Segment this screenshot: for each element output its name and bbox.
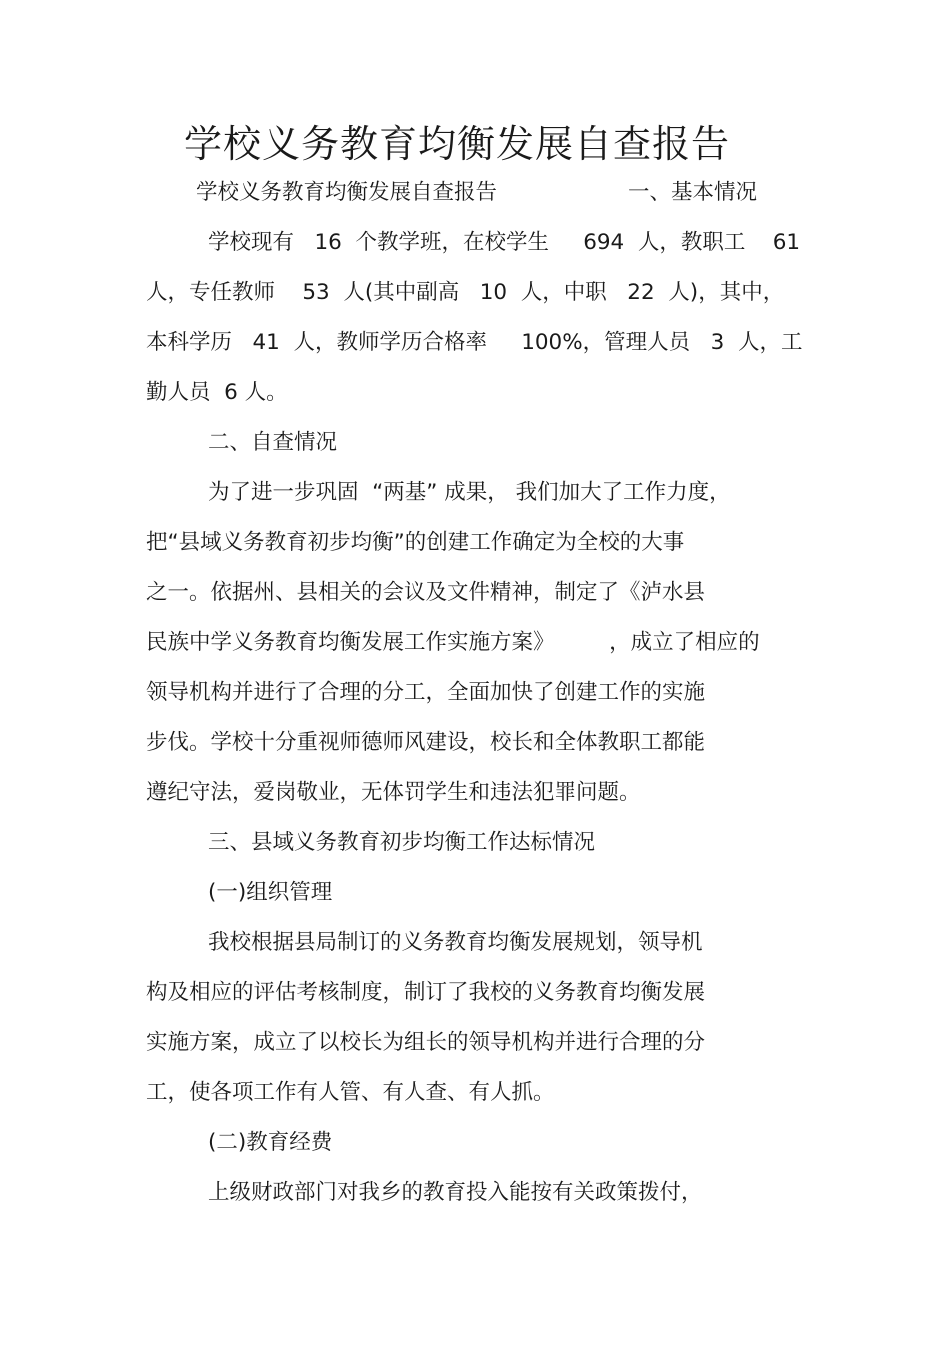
paragraph-line: 领导机构并进行了合理的分工，全面加快了创建工作的实施: [146, 680, 706, 705]
section-heading-basic: 一、基本情况: [628, 180, 758, 205]
paragraph-line: 为了进一步巩固 “两基” 成果， 我们加大了工作力度，: [208, 480, 731, 505]
paragraph-line: 勤人员 6 人。: [146, 380, 288, 405]
paragraph-line: 学校现有 16 个教学班，在校学生 694 人，教职工 61: [208, 230, 801, 255]
subtitle-line: 学校义务教育均衡发展自查报告: [196, 180, 498, 205]
paragraph-line: 我校根据县局制订的义务教育均衡发展规划，领导机: [208, 930, 703, 955]
paragraph-line: 人，专任教师 53 人(其中副高 10 人，中职 22 人)，其中，: [146, 280, 785, 305]
paragraph-line: 工，使各项工作有人管、有人查、有人抓。: [146, 1080, 555, 1105]
paragraph-line: 之一。依据州、县相关的会议及文件精神，制定了《泸水县: [146, 580, 706, 605]
section-heading-self-check: 二、自查情况: [208, 430, 338, 455]
paragraph-line: 实施方案，成立了以校长为组长的领导机构并进行合理的分: [146, 1030, 706, 1055]
paragraph-line: 构及相应的评估考核制度，制订了我校的义务教育均衡发展: [146, 980, 706, 1005]
subsection-heading-funding: (二)教育经费: [208, 1130, 333, 1155]
subsection-heading-management: (一)组织管理: [208, 880, 333, 905]
paragraph-line: 本科学历 41 人，教师学历合格率 100%，管理人员 3 人，工: [146, 330, 803, 355]
paragraph-line: 步伐。学校十分重视师德师风建设，校长和全体教职工都能: [146, 730, 706, 755]
paragraph-line: 上级财政部门对我乡的教育投入能按有关政策拨付，: [208, 1180, 703, 1205]
paragraph-line: 民族中学义务教育均衡发展工作实施方案》 ，成立了相应的: [146, 630, 760, 655]
paragraph-line: 把“县域义务教育初步均衡”的创建工作确定为全校的大事: [146, 530, 685, 555]
paragraph-line: 遵纪守法，爱岗敬业，无体罚学生和违法犯罪问题。: [146, 780, 641, 805]
document-title: 学校义务教育均衡发展自查报告: [183, 122, 730, 166]
section-heading-standards: 三、县域义务教育初步均衡工作达标情况: [208, 830, 596, 855]
